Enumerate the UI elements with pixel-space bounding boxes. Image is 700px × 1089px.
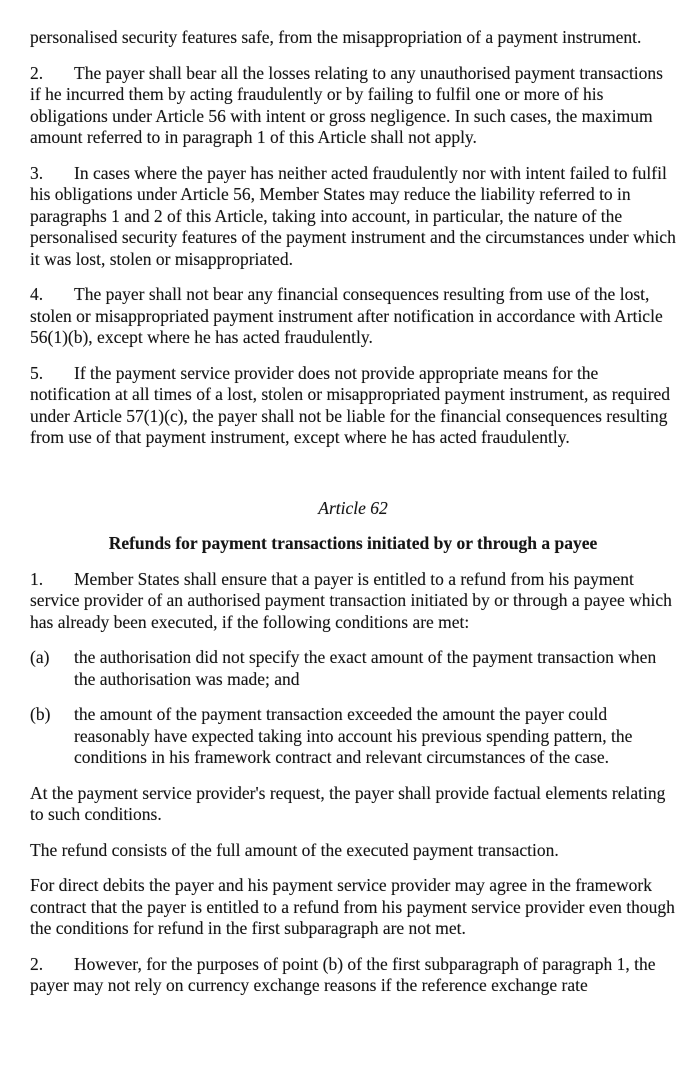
list-item — [30, 647, 676, 690]
paragraph-number: 3. — [30, 162, 44, 183]
list-item-label: (b) — [30, 704, 51, 724]
paragraph-number: 4. — [30, 284, 44, 304]
paragraph — [30, 569, 676, 634]
paragraph-number: 2. — [30, 62, 44, 83]
paragraph — [30, 63, 676, 149]
list-item-label: (a) — [30, 647, 50, 667]
paragraph — [30, 954, 676, 997]
paragraph-text: The payer shall not bear any financial consequences resulting from use of the lost, stolen or misappropriated payment instrument after notification in accordance with Article 56(1)(b), except where he has acted fraudulently. — [30, 284, 663, 347]
list-item-text: the authorisation did not specify the exact amount of the payment transaction when the authorisation was made; and — [74, 647, 657, 689]
paragraph-text: The payer shall bear all the losses relating to any unauthorised payment transactions if he incurred them by acting fraudulently or by failing to fulfil one or more of his obligations under Article 56 with intent or gross negligence. In such cases, the maximum amount referred to in paragraph 1 of this Article shall not apply. — [30, 62, 663, 147]
paragraph-text: Member States shall ensure that a payer is entitled to a refund from his payment service provider of an authorised payment transaction initiated by or through a payee which has already been executed, if the following conditions are met: — [30, 568, 672, 632]
paragraph-number: 2. — [30, 953, 44, 974]
paragraph: For direct debits the payer and his payment service provider may agree in the framework contract that the payer is entitled to a refund from his payment service provider even though the conditions for refund in the first subparagraph are not met. — [30, 875, 675, 938]
paragraph: The refund consists of the full amount of the executed payment transaction. — [30, 839, 559, 860]
list-item — [30, 704, 676, 769]
paragraph-text: However, for the purposes of point (b) of the first subparagraph of paragraph 1, the payer may not rely on currency exchange reasons if the reference exchange rate — [30, 953, 656, 995]
list-item-text: the amount of the payment transaction exceeded the amount the payer could reasonably have expected taking into account his previous spending pattern, the conditions in his framework contract and relevant circumstances of the case. — [74, 704, 633, 767]
paragraph — [30, 163, 676, 271]
paragraph: personalised security features safe, from the misappropriation of a payment instrument. — [30, 27, 642, 47]
paragraph — [30, 284, 676, 349]
paragraph: At the payment service provider's request, the payer shall provide factual elements relating to such conditions. — [30, 782, 666, 824]
article-heading: Article 62 — [318, 497, 388, 518]
section-title: Refunds for payment transactions initiated by or through a payee — [108, 533, 598, 553]
paragraph-number: 5. — [30, 362, 44, 383]
paragraph — [30, 363, 676, 449]
paragraph-text: In cases where the payer has neither acted fraudulently nor with intent failed to fulfil his obligations under Article 56, Member States may reduce the liability referred to in paragraphs 1 and 2 of this Article, taking into account, in particular, the nature of the personalised security features of the payment instrument and the circumstances under which it was lost, stolen or misappropriated. — [30, 162, 676, 269]
paragraph-text: If the payment service provider does not provide appropriate means for the notification at all times of a lost, stolen or misappropriated payment instrument, as required under Article 57(1)(c), the payer shall not be liable for the financial consequences resulting from use of that payment instrument, except where he has acted fraudulently. — [30, 362, 671, 447]
paragraph-number: 1. — [30, 568, 44, 589]
